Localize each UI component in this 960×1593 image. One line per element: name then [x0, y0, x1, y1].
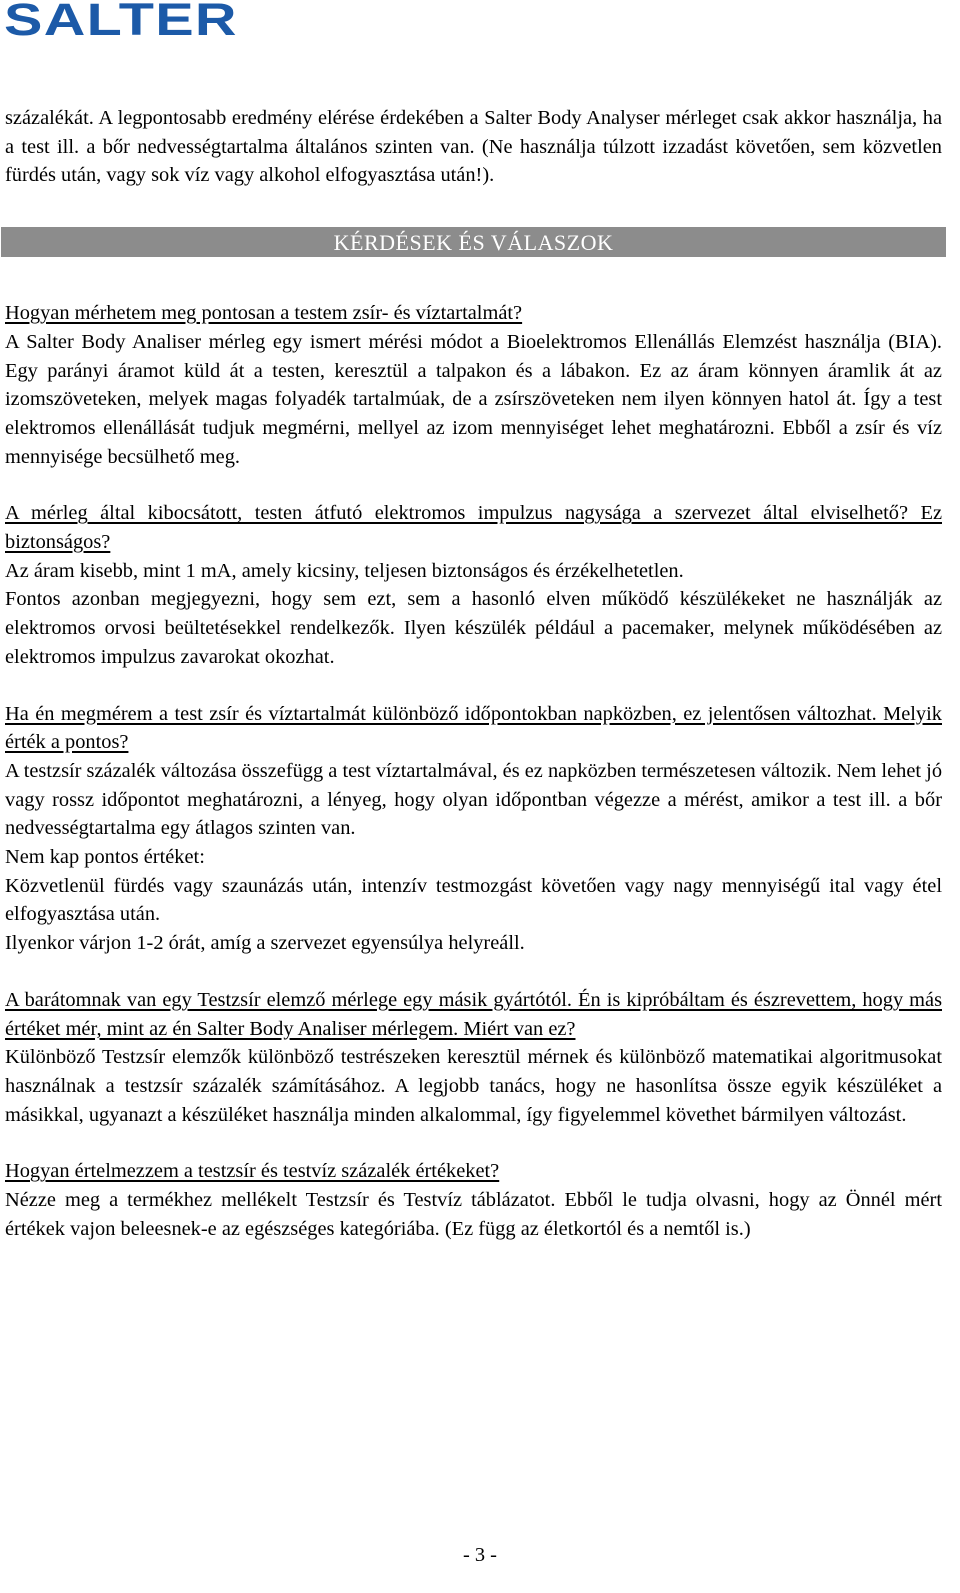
- faq-item: [5, 299, 942, 471]
- document-body: [5, 104, 942, 1244]
- faq-answer: Közvetlenül fürdés vagy szaunázás után, intenzív testmozgást követően vagy nagy mennyiségű ital vagy étel elfogyasztása után.: [5, 874, 942, 926]
- faq-answer: A Salter Body Analiser mérleg egy ismert mérési módot a Bioelektromos Ellenállás Elemzést használja (BIA). Egy parányi áramot küld át a testen, keresztül a talpakon és a lábakon. Ez az áram könnyen áramlik át az izomszöveteken, melyek magas folyadék tartalmúak, de a zsírszöveteken nem ilyen könnyen hatol át. Így a test elektromos ellenállását tudjuk megmérni, mellyel az izom mennyiséget lehet meghatározni. Ebből a zsír és víz mennyisége becsülhető meg.: [5, 330, 942, 468]
- faq-item: [5, 499, 942, 671]
- faq-answer: Nem kap pontos értéket:: [5, 846, 205, 869]
- salter-logo: SALTER: [4, 0, 238, 45]
- faq-item: [5, 700, 942, 958]
- faq-answer: Az áram kisebb, mint 1 mA, amely kicsiny, teljesen biztonságos és érzékelhetetlen.: [5, 559, 684, 582]
- page-number: - 3 -: [463, 1544, 497, 1566]
- faq-item: [5, 986, 942, 1130]
- faq-answer: Fontos azonban megjegyezni, hogy sem ezt, sem a hasonló elven működő készülékeket ne használják az elektromos orvosi beültetésekkel rendelkezők. Ilyen készülék például a pacemaker, melynek működésében az elektromos impulzus zavarokat okozhat.: [5, 588, 942, 668]
- section-banner: KÉRDÉSEK ÉS VÁLASZOK: [1, 227, 946, 257]
- faq-answer: Különböző Testzsír elemzők különböző testrészeken keresztül mérnek és különböző matematikai algoritmusokat használnak a testzsír százalék számításához. A legjobb tanács, hogy ne hasonlítsa össze egyik készüléket a másikkal, ugyanazt a készüléket használja minden alkalommal, így figyelemmel követhet bármilyen változást.: [5, 1046, 942, 1126]
- faq-question: Hogyan értelmezzem a testzsír és testvíz százalék értékeket?: [5, 1160, 500, 1183]
- faq-item: [5, 1157, 942, 1243]
- faq-question: A mérleg által kibocsátott, testen átfutó elektromos impulzus nagysága a szervezet által elviselhető? Ez biztonságos?: [5, 502, 942, 554]
- faq-answer: Nézze meg a termékhez mellékelt Testzsír és Testvíz táblázatot. Ebből le tudja olvasni, hogy az Önnél mért értékek vajon beleesnek-e az egészséges kategóriába. (Ez függ az életkortól és a nemtől is.): [5, 1189, 942, 1240]
- faq-question: Ha én megmérem a test zsír és víztartalmát különböző időpontokban napközben, ez jelentősen változhat. Melyik érték a pontos?: [5, 702, 942, 754]
- intro-paragraph: százalékát. A legpontosabb eredmény elérése érdekében a Salter Body Analyser mérleget csak akkor használja, ha a test ill. a bőr nedvességtartalma általános szinten van. (Ne használja túlzott izzadást követően, sem közvetlen fürdés után, vagy sok víz vagy alkohol elfogyasztása után!).: [5, 107, 942, 187]
- faq-question: Hogyan mérhetem meg pontosan a testem zsír- és víztartalmát?: [5, 302, 523, 325]
- faq-answer: A testzsír százalék változása összefügg a test víztartalmával, és ez napközben természetesen változik. Nem lehet jó vagy rossz időpontot meghatározni, a lényeg, hogy olyan időpontban végezze a mérést, amikor a test ill. a bőr nedvességtartalma egy átlagos szinten van.: [5, 759, 943, 840]
- faq-answer: Ilyenkor várjon 1-2 órát, amíg a szervezet egyensúlya helyreáll.: [5, 932, 525, 955]
- faq-question: A barátomnak van egy Testzsír elemző mérlege egy másik gyártótól. Én is kipróbáltam és észrevettem, hogy más értéket mér, mint az én Salter Body Analiser mérlegem. Miért van ez?: [5, 988, 942, 1040]
